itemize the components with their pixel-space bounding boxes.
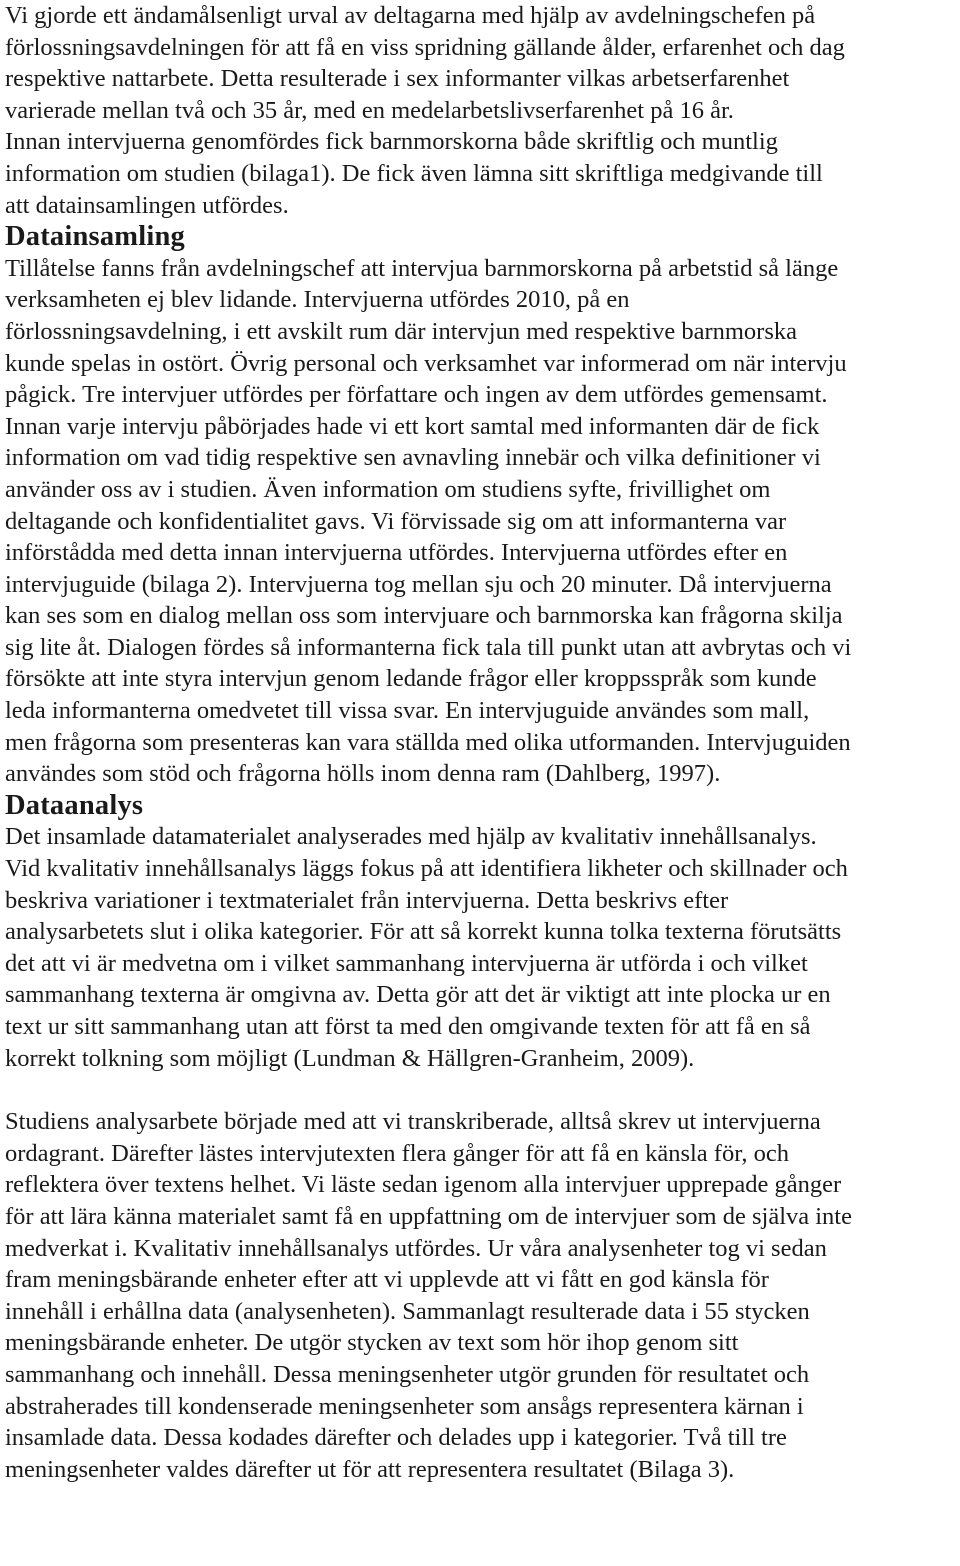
paragraph-dataanalys-1: [5, 821, 960, 1074]
text-line: sammanhang och innehåll. Dessa meningsenheter utgör grunden för resultatet och: [5, 1360, 810, 1388]
text-line: innehåll i erhållna data (analysenheten). Sammanlagt resulterade data i 55 stycken: [5, 1297, 810, 1325]
text-line: Innan varje intervju påbörjades hade vi ett kort samtal med informanten där de fick: [5, 412, 820, 440]
text-line: Studiens analysarbete började med att vi transkriberade, alltså skrev ut intervjuerna: [5, 1108, 821, 1136]
paragraph-dataanalys-2: [5, 1106, 960, 1485]
paragraph-intro: [5, 0, 960, 221]
text-line: Vid kvalitativ innehållsanalys läggs fokus på att identifiera likheter och skillnader och: [5, 855, 848, 883]
document-page: [5, 0, 960, 1485]
text-line: meningsbärande enheter. De utgör stycken av text som hör ihop genom sitt: [5, 1329, 739, 1357]
text-line: analysarbetets slut i olika kategorier. För att så korrekt kunna tolka texterna förutsätts: [5, 918, 842, 946]
text-line: att datainsamlingen utfördes.: [5, 191, 289, 219]
text-line: kunde spelas in ostört. Övrig personal och verksamhet var informerad om när intervju: [5, 349, 847, 377]
text-line: förlossningsavdelningen för att få en viss spridning gällande ålder, erfarenhet och dag: [5, 33, 845, 61]
text-line: införstådda med detta innan intervjuerna utfördes. Intervjuerna utfördes efter en: [5, 539, 788, 567]
text-line: pågick. Tre intervjuer utfördes per författare och ingen av dem utfördes gemensamt.: [5, 381, 828, 409]
text-line: deltagande och konfidentialitet gavs. Vi förvissade sig om att informanterna var: [5, 507, 787, 535]
text-line: abstraherades till kondenserade meningsenheter som ansågs representera kärnan i: [5, 1392, 804, 1420]
text-line: ordagrant. Därefter lästes intervjutexten flera gånger för att få en känsla för, och: [5, 1139, 790, 1167]
text-line: insamlade data. Dessa kodades därefter och delades upp i kategorier. Två till tre: [5, 1424, 787, 1452]
section-heading-dataanalys: Dataanalys: [5, 789, 144, 821]
text-line: kan ses som en dialog mellan oss som intervjuare och barnmorska kan frågorna skilja: [5, 602, 843, 630]
text-line: användes som stöd och frågorna hölls inom denna ram (Dahlberg, 1997).: [5, 760, 721, 788]
text-line: reflektera över textens helhet. Vi läste sedan igenom alla intervjuer upprepade gånger: [5, 1171, 842, 1199]
text-line: försökte att inte styra intervjun genom ledande frågor eller kroppsspråk som kunde: [5, 665, 817, 693]
text-line: det att vi är medvetna om i vilket sammanhang intervjuerna är utförda i och vilket: [5, 949, 808, 977]
text-line: verksamheten ej blev lidande. Intervjuerna utfördes 2010, på en: [5, 286, 630, 314]
text-line: fram meningsbärande enheter efter att vi upplevde att vi fått en god känsla för: [5, 1266, 769, 1294]
text-line: meningsenheter valdes därefter ut för att representera resultatet (Bilaga 3).: [5, 1455, 735, 1483]
text-line: Innan intervjuerna genomfördes fick barnmorskorna både skriftlig och muntlig: [5, 128, 778, 156]
text-line: använder oss av i studien. Även information om studiens syfte, frivillighet om: [5, 475, 771, 503]
text-line: information om studien (bilaga1). De fick även lämna sitt skriftliga medgivande till: [5, 159, 823, 187]
text-line: men frågorna som presenteras kan vara ställda med olika utformanden. Intervjuguiden: [5, 728, 851, 756]
text-line: varierade mellan två och 35 år, med en medelarbetslivserfarenhet på 16 år.: [5, 96, 734, 124]
text-line: medverkat i. Kvalitativ innehållsanalys utfördes. Ur våra analysenheter tog vi sedan: [5, 1234, 827, 1262]
text-line: Det insamlade datamaterialet analyserades med hjälp av kvalitativ innehållsanalys.: [5, 823, 817, 851]
text-line: respektive nattarbete. Detta resulterade i sex informanter vilkas arbetserfarenhet: [5, 65, 790, 93]
section-heading-datainsamling: Datainsamling: [5, 221, 185, 253]
text-line: Vi gjorde ett ändamålsenligt urval av deltagarna med hjälp av avdelningschefen på: [5, 2, 816, 29]
text-line: för att lära känna materialet samt få en uppfattning om de intervjuer som de själva inte: [5, 1202, 852, 1230]
text-line: information om vad tidig respektive sen avnavling innebär och vilka definitioner vi: [5, 444, 821, 472]
text-line: korrekt tolkning som möjligt (Lundman & Hällgren-Granheim, 2009).: [5, 1044, 695, 1072]
text-line: Tillåtelse fanns från avdelningschef att intervjua barnmorskorna på arbetstid så länge: [5, 254, 839, 282]
text-line: intervjuguide (bilaga 2). Intervjuerna tog mellan sju och 20 minuter. Då intervjuerna: [5, 570, 832, 598]
text-line: sammanhang texterna är omgivna av. Detta gör att det är viktigt att inte plocka ur en: [5, 981, 831, 1009]
text-line: text ur sitt sammanhang utan att först ta med den omgivande texten för att få en så: [5, 1013, 811, 1040]
paragraph-datainsamling: [5, 253, 960, 790]
text-line: förlossningsavdelning, i ett avskilt rum där intervjun med respektive barnmorska: [5, 317, 797, 345]
text-line: leda informanterna omedvetet till vissa svar. En intervjuguide användes som mall,: [5, 697, 810, 725]
text-line: beskriva variationer i textmaterialet från intervjuerna. Detta beskrivs efter: [5, 886, 729, 914]
text-line: sig lite åt. Dialogen fördes så informanterna fick tala till punkt utan att avbrytas och vi: [5, 633, 852, 661]
